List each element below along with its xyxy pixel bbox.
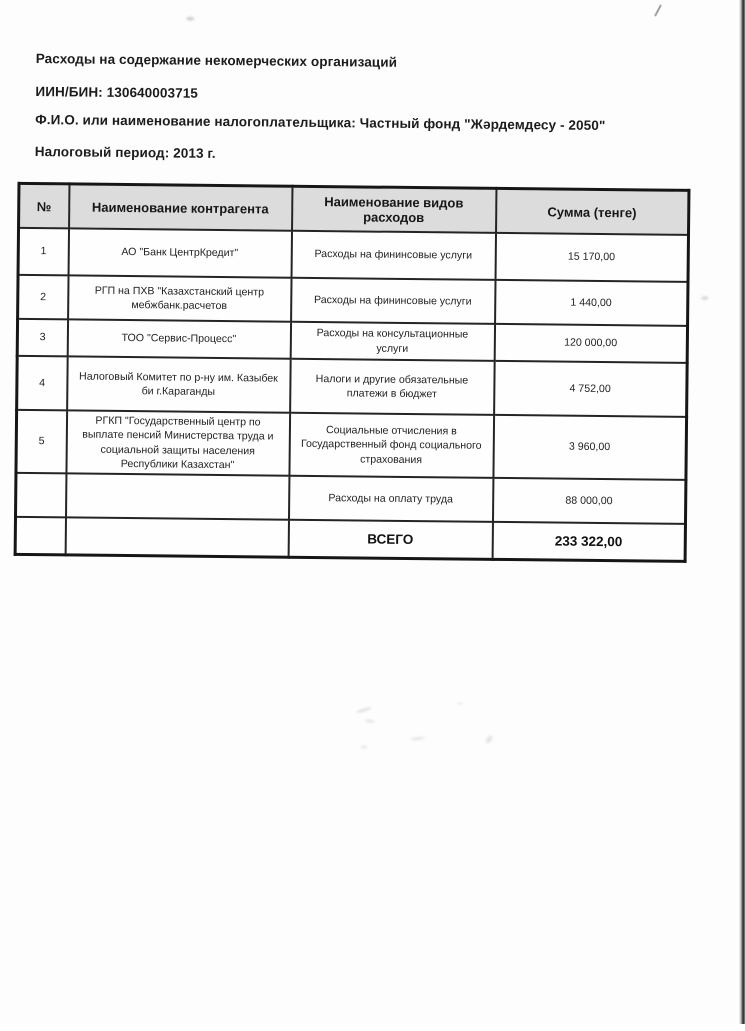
row-expense: Расходы на фининсовые услуги bbox=[291, 231, 495, 280]
row-contragent: РГКП "Государственный центр по выплате пенсий Министерства труда и социальной защиты населения Республики Казахстан" bbox=[66, 410, 290, 476]
expense-table bbox=[14, 182, 691, 563]
pencil-smudge bbox=[485, 734, 494, 744]
row-expense: Расходы на оплату труда bbox=[288, 476, 492, 522]
table-row bbox=[18, 275, 688, 326]
row-contragent bbox=[66, 474, 289, 520]
row-amount: 88 000,00 bbox=[492, 478, 685, 524]
row-number: 4 bbox=[17, 356, 68, 411]
row-number bbox=[16, 473, 66, 518]
scanner-edge-artifact bbox=[739, 0, 745, 1024]
table-row bbox=[18, 228, 688, 282]
table-row bbox=[16, 410, 687, 480]
row-amount: 3 960,00 bbox=[493, 415, 687, 480]
row-amount: 120 000,00 bbox=[494, 324, 687, 363]
table-row bbox=[17, 356, 688, 417]
row-expense: Социальные отчисления в Государственный фонд социального страхования bbox=[289, 413, 494, 478]
row-expense: Расходы на консультационные услуги bbox=[290, 322, 494, 361]
total-number-cell bbox=[15, 517, 65, 555]
row-contragent: Налоговый Комитет по р-ну им. Казыбек би г.Караганды bbox=[67, 356, 291, 412]
row-contragent: РГП на ПХВ "Казахстанский центр мебжбанк.расчетов bbox=[68, 275, 291, 321]
header-number: № bbox=[19, 183, 69, 228]
total-label: ВСЕГО bbox=[288, 520, 492, 560]
tax-period-line: Налоговый период: 2013 г. bbox=[34, 144, 216, 161]
total-contragent-cell bbox=[65, 518, 288, 558]
row-expense: Налоги и другие обязательные платежи в бюджет bbox=[290, 359, 495, 415]
header-amount: Сумма (тенге) bbox=[496, 188, 689, 235]
taxpayer-line: Ф.И.О. или наименование налогоплательщика: Частный фонд "Жәрдемдесу - 2050" bbox=[35, 112, 606, 134]
scan-smudge bbox=[701, 296, 708, 300]
iin-bin-line: ИИН/БИН: 130640003715 bbox=[35, 84, 199, 101]
header-row bbox=[19, 183, 689, 235]
row-number: 2 bbox=[18, 275, 68, 320]
pencil-smudge bbox=[365, 719, 375, 724]
pencil-smudge bbox=[361, 746, 368, 749]
total-amount: 233 322,00 bbox=[492, 522, 685, 562]
row-number: 5 bbox=[16, 410, 67, 474]
table-row bbox=[16, 473, 686, 524]
pencil-smudge bbox=[411, 736, 425, 741]
row-number: 1 bbox=[18, 228, 68, 276]
row-number: 3 bbox=[17, 319, 67, 357]
document-title: Расходы на содержание некомерческих организаций bbox=[35, 51, 398, 70]
row-contragent: ТОО "Сервис-Процесс" bbox=[67, 319, 290, 358]
pencil-smudge bbox=[457, 703, 463, 705]
row-amount: 4 752,00 bbox=[494, 361, 688, 417]
pencil-smudge bbox=[356, 706, 372, 714]
total-row bbox=[15, 517, 685, 562]
scan-smudge bbox=[186, 17, 194, 21]
row-amount: 1 440,00 bbox=[495, 280, 688, 326]
row-contragent: АО "Банк ЦентрКредит" bbox=[68, 228, 291, 277]
header-contragent: Наименование контрагента bbox=[69, 184, 292, 231]
header-expense-type: Наименование видов расходов bbox=[292, 186, 496, 233]
expense-table-header bbox=[19, 183, 689, 235]
row-expense: Расходы на фининсовые услуги bbox=[291, 278, 495, 324]
row-amount: 15 170,00 bbox=[495, 233, 688, 282]
